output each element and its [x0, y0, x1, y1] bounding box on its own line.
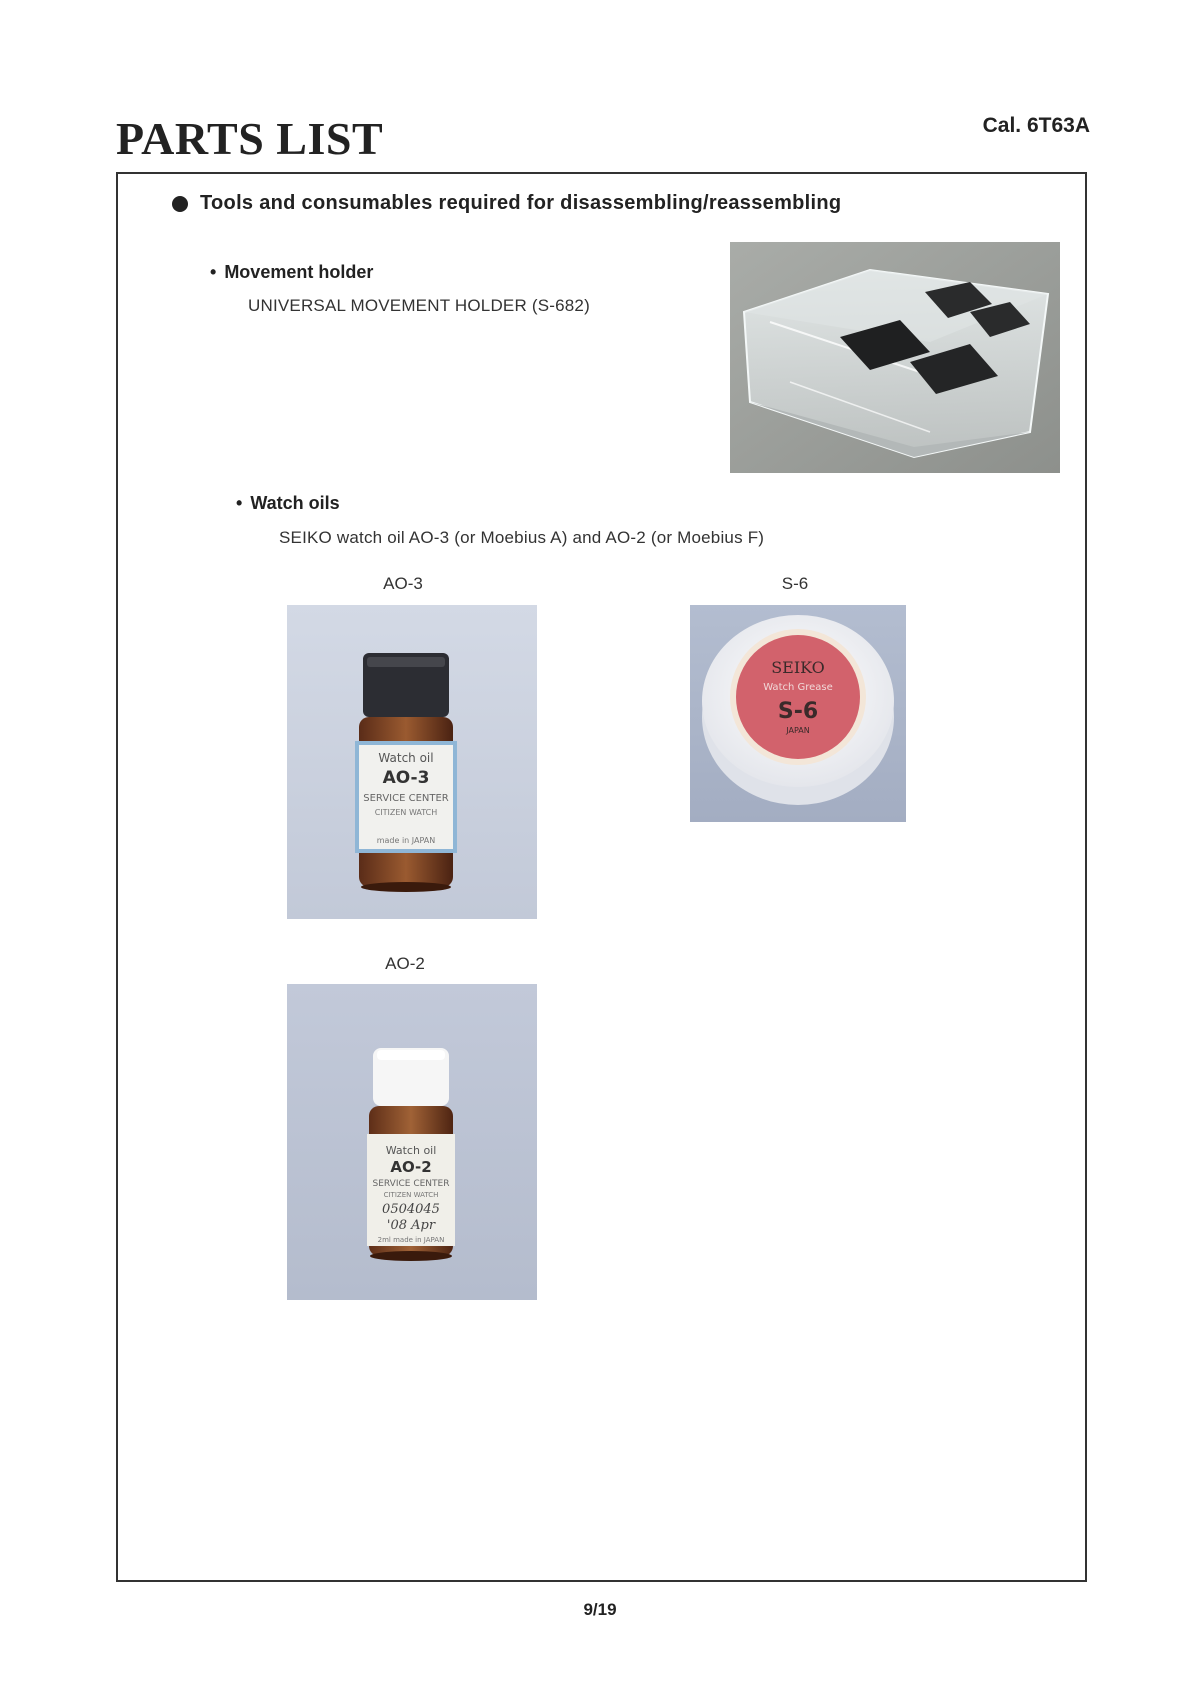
movement-holder-heading	[210, 262, 373, 283]
ao2-label-line: CITIZEN WATCH	[383, 1191, 439, 1199]
ao2-label-line: 0504045	[382, 1202, 440, 1217]
ao3-label-line: Watch oil	[378, 751, 434, 765]
ao3-label-line: CITIZEN WATCH	[374, 808, 438, 817]
ao2-label-line: Watch oil	[385, 1144, 437, 1157]
caption-s6: S-6	[781, 574, 809, 593]
watch-oils-description: SEIKO watch oil AO-3 (or Moebius A) and AO-2 (or Moebius F)	[279, 528, 765, 547]
ao2-label-line: SERVICE CENTER	[372, 1179, 450, 1189]
ao3-label-line: made in JAPAN	[376, 836, 436, 845]
caption-ao2: AO-2	[385, 954, 425, 973]
section-heading-text: Tools and consumables required for disassembling/reassembling	[200, 192, 842, 214]
page-title: PARTS LIST	[116, 113, 384, 164]
ao3-label-line: SERVICE CENTER	[363, 793, 449, 804]
movement-holder-description: UNIVERSAL MOVEMENT HOLDER (S-682)	[248, 296, 590, 315]
movement-holder-photo	[730, 242, 1060, 473]
ao2-label-line: AO-2	[390, 1158, 432, 1176]
ao2-oil-photo	[287, 984, 537, 1300]
small-bullet-icon: •	[210, 262, 217, 282]
caption-ao3: AO-3	[383, 574, 423, 593]
page-number: 9/19	[583, 1600, 617, 1619]
section-heading	[172, 192, 841, 215]
s6-label-line: SEIKO	[771, 658, 825, 677]
small-bullet-icon: •	[236, 493, 243, 513]
s6-label-line: Watch Grease	[763, 682, 833, 693]
watch-oils-heading-text: Watch oils	[250, 493, 340, 513]
s6-label-line: JAPAN	[786, 726, 810, 735]
caliber-label: Cal. 6T63A	[982, 114, 1090, 137]
s6-label-line: S-6	[777, 699, 819, 724]
watch-oils-heading	[236, 493, 340, 514]
movement-holder-heading-text: Movement holder	[224, 262, 374, 282]
ao3-label-line: AO-3	[382, 768, 430, 788]
ao2-label-line: 2ml made in JAPAN	[377, 1236, 445, 1244]
bullet-icon	[172, 196, 188, 212]
ao3-oil-photo	[287, 605, 537, 919]
s6-grease-photo	[690, 605, 906, 822]
ao2-label-line: '08 Apr	[386, 1218, 436, 1233]
